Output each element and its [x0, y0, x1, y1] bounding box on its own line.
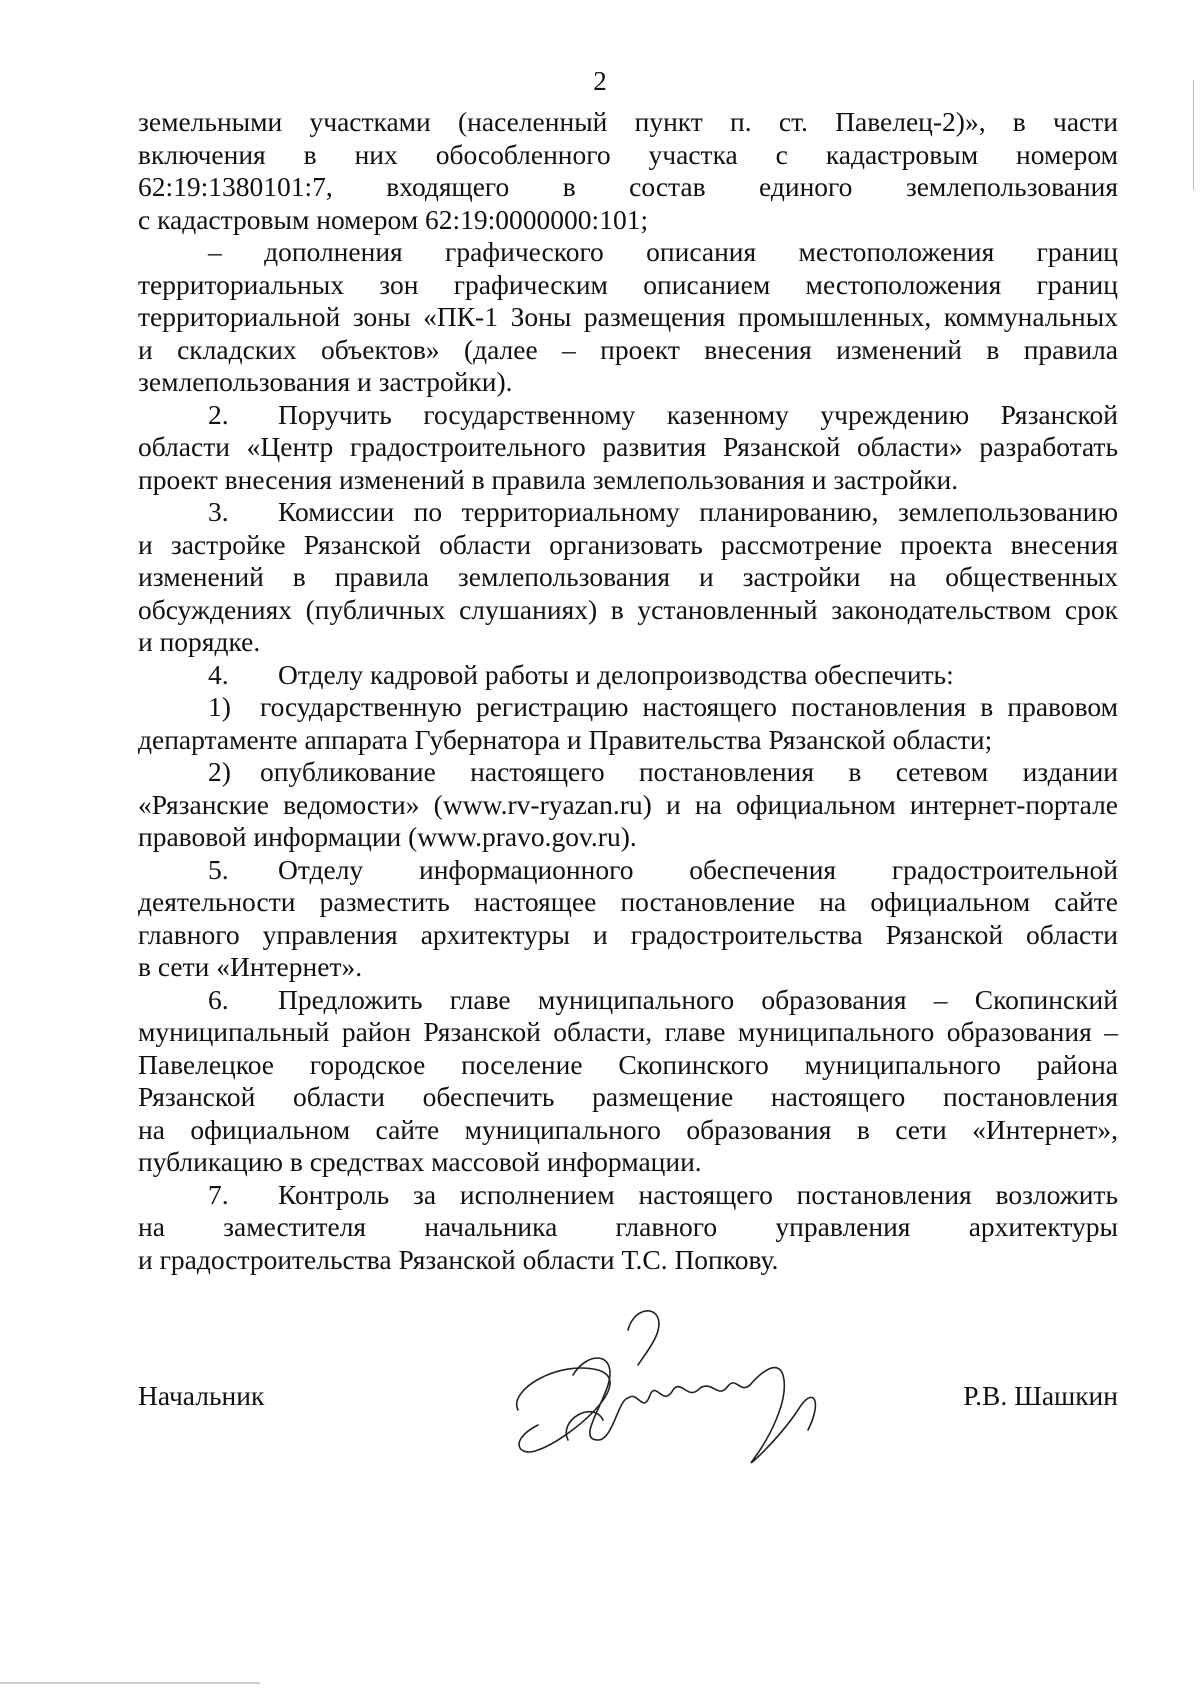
paragraph-line — [138, 1081, 1118, 1114]
paragraph-line — [138, 724, 1118, 757]
paragraph-line — [138, 984, 1118, 1017]
line-text: землепользования и застройки). — [138, 366, 513, 397]
line-text: – дополнения графического описания местоположения границ — [208, 236, 1118, 267]
line-text: главного управления архитектуры и градостроительства Рязанской области — [138, 918, 1118, 950]
line-text: и порядке. — [138, 626, 261, 657]
paragraph-line — [138, 1179, 1118, 1212]
paragraph-line — [138, 1211, 1118, 1244]
line-text: и застройке Рязанской области организовать рассмотрение проекта внесения — [138, 528, 1118, 560]
paragraph-line — [138, 951, 1118, 984]
line-text: Отделу информационного обеспечения градостроительной — [278, 853, 1118, 885]
line-text: обсуждениях (публичных слушаниях) в установленный законодательством срок — [138, 593, 1118, 625]
item-number: 1) — [208, 691, 231, 722]
paragraph-line — [138, 171, 1118, 204]
paragraph-line — [138, 919, 1118, 952]
paragraph-line — [138, 1049, 1118, 1082]
line-text: муниципальный район Рязанской области, главе муниципального образования – — [138, 1016, 1118, 1047]
line-text: Предложить главе муниципального образования – Скопинский — [278, 983, 1118, 1015]
item-number: 2) — [208, 756, 231, 787]
line-text: включения в них обособленного участка с кадастровым номером — [138, 138, 1118, 170]
line-text: деятельности разместить настоящее постановление на официальном сайте — [138, 886, 1118, 917]
line-text: публикацию в средствах массовой информации. — [138, 1146, 702, 1177]
paragraph-line — [138, 334, 1118, 367]
item-number: 5. — [208, 853, 229, 885]
paragraph-line — [138, 1146, 1118, 1179]
scan-artifact-line — [1193, 80, 1194, 190]
line-text: и градостроительства Рязанской области Т.С. Попкову. — [138, 1243, 779, 1275]
paragraph-line — [138, 789, 1118, 822]
paragraph-line — [138, 529, 1118, 562]
paragraph-line — [138, 691, 1118, 724]
line-text: области «Центр градостроительного развития Рязанской области» разработать — [138, 431, 1118, 462]
paragraph-line — [138, 821, 1118, 854]
paragraph-line — [138, 431, 1118, 464]
paragraph-line — [138, 106, 1118, 139]
line-text: земельными участками (населенный пункт п. ст. Павелец-2)», в части — [138, 106, 1118, 137]
signatory-name: Р.В. Шашкин — [963, 1380, 1118, 1411]
line-text: и складских объектов» (далее – проект внесения изменений в правила — [138, 333, 1118, 365]
signature-block — [138, 1380, 1118, 1420]
paragraph-line — [138, 854, 1118, 887]
line-text: территориальной зоны «ПК-1 Зоны размещения промышленных, коммунальных — [138, 301, 1118, 332]
paragraph-line — [138, 301, 1118, 334]
paragraph-line — [138, 204, 1118, 237]
signatory-title: Начальник — [138, 1380, 265, 1411]
paragraph-line — [138, 399, 1118, 432]
paragraph-line — [138, 886, 1118, 919]
line-text: Контроль за исполнением настоящего постановления возложить — [278, 1178, 1118, 1210]
paragraph-line — [138, 496, 1118, 529]
line-text: территориальных зон графическим описанием местоположения границ — [138, 268, 1118, 300]
paragraph-line — [138, 659, 1118, 692]
paragraph-line — [138, 1244, 1118, 1277]
paragraph-line — [138, 561, 1118, 594]
line-text: правовой информации (www.pravo.gov.ru). — [138, 821, 637, 852]
line-text: Комиссии по территориальному планированию, землепользованию — [278, 496, 1118, 527]
line-text: проект внесения изменений в правила землепользования и застройки. — [138, 463, 959, 495]
paragraph-line — [138, 366, 1118, 399]
paragraph-line — [138, 1016, 1118, 1049]
item-number: 2. — [208, 398, 229, 430]
paragraph-line — [138, 594, 1118, 627]
line-text: изменений в правила землепользования и застройки на общественных — [138, 561, 1118, 592]
document-body — [138, 106, 1118, 1276]
item-number: 6. — [208, 983, 229, 1015]
line-text: Поручить государственному казенному учреждению Рязанской — [278, 398, 1118, 430]
line-text: с кадастровым номером 62:19:0000000:101; — [138, 203, 649, 235]
line-text: государственную регистрацию настоящего постановления в правовом — [260, 691, 1118, 722]
line-text: Рязанской области обеспечить размещение настоящего постановления — [138, 1081, 1118, 1112]
line-text: опубликование настоящего постановления в сетевом издании — [260, 756, 1118, 787]
line-text: в сети «Интернет». — [138, 951, 363, 982]
paragraph-line — [138, 626, 1118, 659]
item-number: 4. — [208, 658, 229, 690]
paragraph-line — [138, 464, 1118, 497]
line-text: «Рязанские ведомости» (www.rv-ryazan.ru) и на официальном интернет-портале — [138, 788, 1118, 820]
line-text: Павелецкое городское поселение Скопинского муниципального района — [138, 1048, 1118, 1080]
item-number: 3. — [208, 496, 229, 527]
line-text: на заместителя начальника главного управления архитектуры — [138, 1211, 1118, 1242]
line-text: Отделу кадровой работы и делопроизводства обеспечить: — [278, 658, 954, 690]
page-number: 2 — [593, 66, 607, 96]
item-number: 7. — [208, 1178, 229, 1210]
line-text: департаменте аппарата Губернатора и Правительства Рязанской области; — [138, 723, 993, 755]
paragraph-line — [138, 756, 1118, 789]
paragraph-line — [138, 139, 1118, 172]
scan-artifact-line — [0, 1682, 260, 1684]
paragraph-line — [138, 1114, 1118, 1147]
line-text: 62:19:1380101:7, входящего в состав единого землепользования — [138, 171, 1118, 202]
paragraph-line — [138, 236, 1118, 269]
line-text: на официальном сайте муниципального образования в сети «Интернет», — [138, 1113, 1118, 1145]
paragraph-line — [138, 269, 1118, 302]
